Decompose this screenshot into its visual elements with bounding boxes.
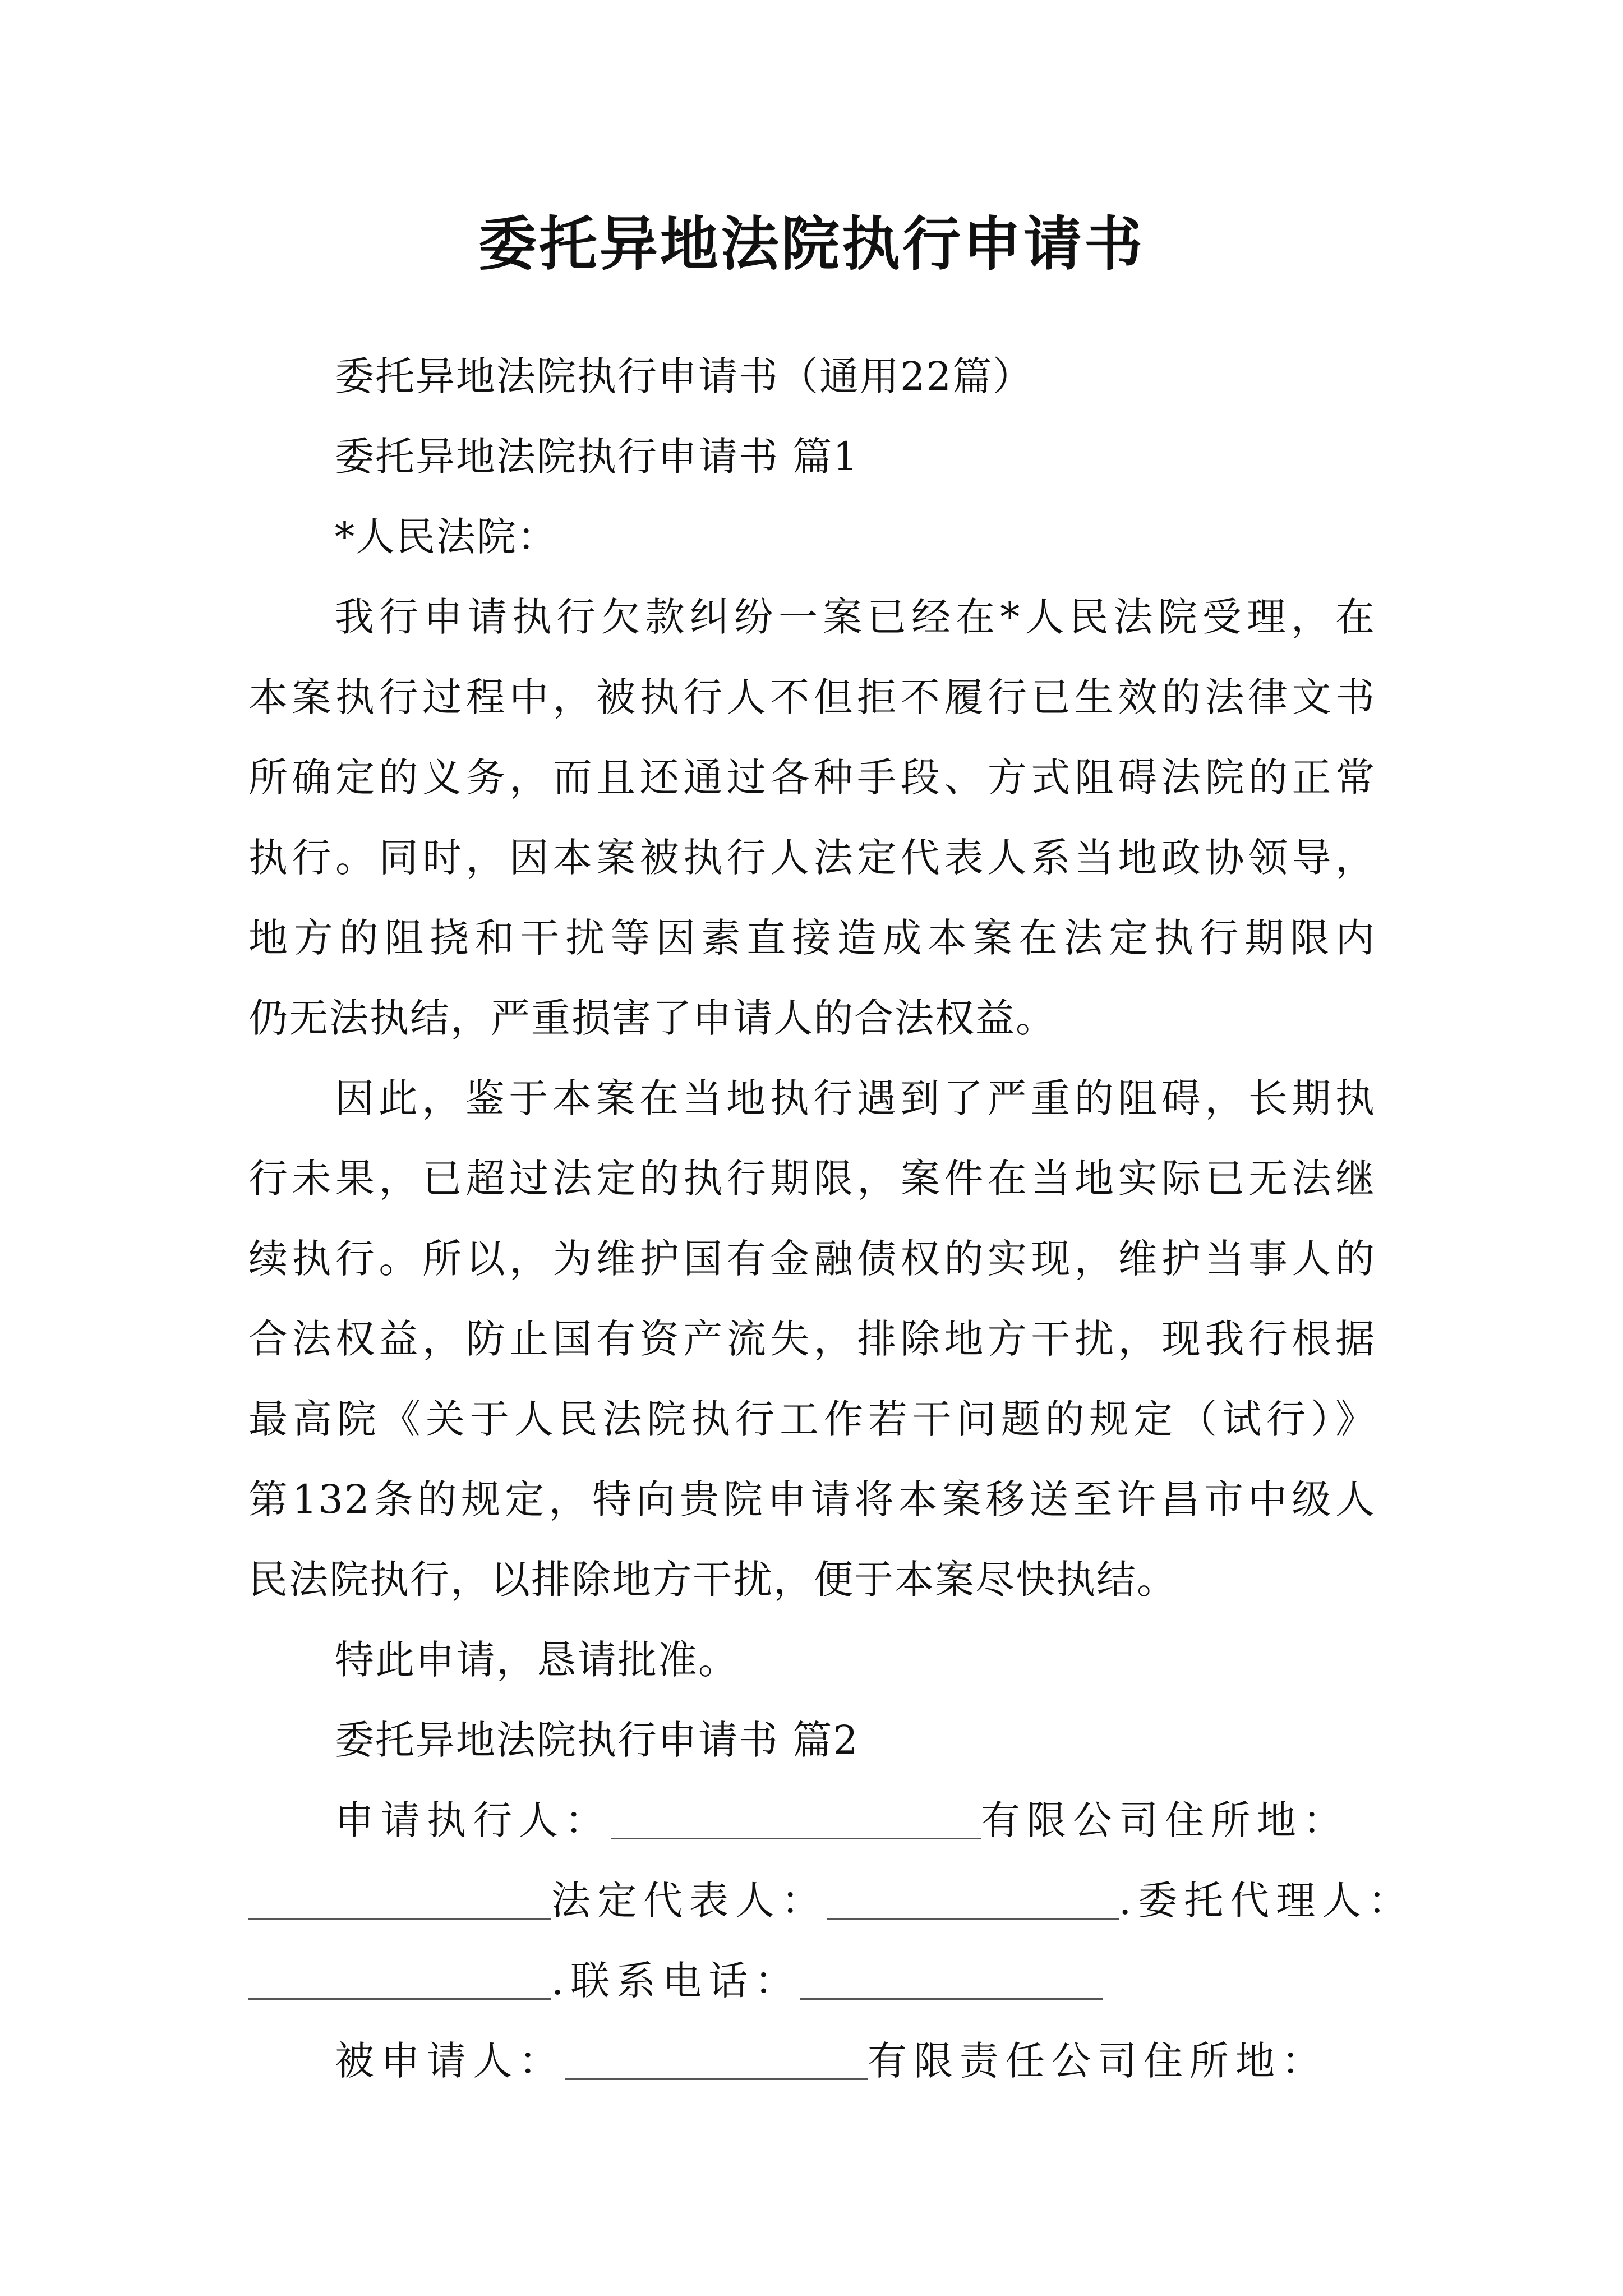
section1-heading: 委托异地法院执行申请书 篇1 <box>335 434 859 480</box>
respondent-label: 被申请人： <box>335 2038 565 2084</box>
form-line-applicant <box>248 1780 1376 1861</box>
paragraph-line: 最高院《关于人民法院执行工作若干问题的规定（试行）》 <box>248 1396 1376 1442</box>
paragraph-2 <box>248 1059 1376 1620</box>
paragraph-line: 本案执行过程中，被执行人不但拒不履行已生效的法律文书 <box>248 674 1376 720</box>
subtitle: 委托异地法院执行申请书（通用22篇） <box>335 353 1034 399</box>
form-line-legal-rep <box>248 1861 1414 1941</box>
company-address-label: 有限公司住所地： <box>981 1797 1349 1843</box>
paragraph-line: 民法院执行，以排除地方干扰，便于本案尽快执结。 <box>248 1557 1177 1603</box>
paragraph-line: 合法权益，防止国有资产流失，排除地方干扰，现我行根据 <box>248 1316 1376 1362</box>
paragraph-line: 执行。同时，因本案被执行人法定代表人系当地政协领导， <box>248 835 1376 881</box>
paragraph-line: 因此，鉴于本案在当地执行遇到了严重的阻碍，长期执 <box>335 1075 1376 1121</box>
respondent-address-label: 有限责任公司住所地： <box>868 2038 1327 2084</box>
phone-blank <box>800 1959 1103 2000</box>
paragraph-line: 仍无法执结，严重损害了申请人的合法权益。 <box>248 995 1056 1041</box>
closing-line: 特此申请，恳请批准。 <box>335 1637 739 1683</box>
address-blank <box>248 1879 551 1920</box>
document-title: 委托异地法院执行申请书 <box>478 209 1145 278</box>
applicant-blank <box>611 1798 981 1839</box>
agent-label: .委托代理人： <box>1119 1878 1414 1924</box>
paragraph-line: 行未果，已超过法定的执行期限，案件在当地实际已无法继 <box>248 1156 1376 1202</box>
paragraph-line: 续执行。所以，为维护国有金融债权的实现，维护当事人的 <box>248 1236 1376 1282</box>
paragraph-line: 地方的阻挠和干扰等因素直接造成本案在法定执行期限内 <box>248 915 1376 961</box>
agent-blank <box>248 1959 551 2000</box>
paragraph-line: 第132条的规定，特向贵院申请将本案移送至许昌市中级人 <box>248 1476 1376 1522</box>
paragraph-1 <box>248 577 1376 1059</box>
paragraph-line: 我行申请执行欠款纠纷一案已经在*人民法院受理，在 <box>335 594 1376 640</box>
paragraph-line: 所确定的义务，而且还通过各种手段、方式阻碍法院的正常 <box>248 754 1376 800</box>
legal-rep-label: 法定代表人： <box>551 1878 827 1924</box>
phone-label: .联系电话： <box>551 1958 801 2004</box>
respondent-blank <box>565 2039 868 2080</box>
form-line-respondent <box>248 2021 1376 2101</box>
section2-heading: 委托异地法院执行申请书 篇2 <box>335 1717 859 1763</box>
addressee: *人民法院： <box>335 514 557 560</box>
form-line-phone <box>248 1941 1376 2021</box>
legal-rep-blank <box>827 1879 1119 1920</box>
applicant-label: 申请执行人： <box>335 1797 611 1843</box>
document-body <box>248 337 1414 2101</box>
